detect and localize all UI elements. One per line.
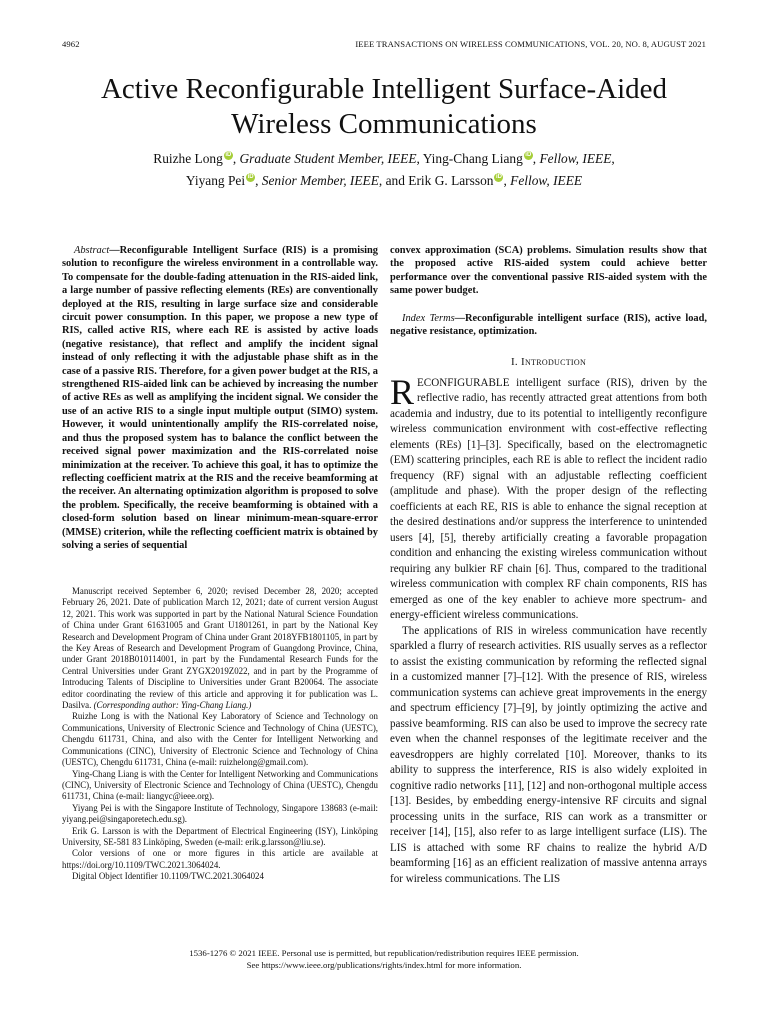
section-heading: I. Introduction [510,356,587,369]
footnote-affiliation: Erik G. Larsson is with the Department of Electrical Engineering (ISY), Linköping University, SE-581 83 Linköping, Sweden (e-mail: erik.g.larsson@liu.se). [62,825,378,847]
left-column [62,244,378,552]
orcid-icon[interactable]: iD [495,174,502,180]
drop-cap: R [390,371,415,412]
index-terms-text: Reconfigurable intelligent surface (RIS), active load, negative resistance, optimization. [390,312,707,338]
author-name: Ying-Chang Liang [422,151,523,166]
copyright-line: 1536-1276 © 2021 IEEE. Personal use is permitted, but republication/redistribution requires IEEE permission. [189,948,579,958]
orcid-icon[interactable]: iD [225,152,232,158]
author-line-2: Yiyang Pei iD , Senior Member, IEEE, and Erik G. Larsson iD , Fellow, IEEE [185,173,583,188]
abstract-continued: convex approximation (SCA) problems. Simulation results show that the proposed active RIS-aided system could achieve better performance over the conventional passive RIS-aided system with the same power budget. [390,245,707,297]
author-role: Graduate Student Member, IEEE [239,151,417,166]
footnote-affiliation: Yiyang Pei is with the Singapore Institute of Technology, Singapore 138683 (e-mail: yiyang.pei@singaporetech.edu.sg). [62,802,378,825]
author-name: Ruizhe Long [153,151,223,166]
title-line-2: Wireless Communications [231,108,537,140]
author-line-1: Ruizhe Long iD , Graduate Student Member, IEEE, Ying-Chang Liang iD , Fellow, IEEE, [153,151,615,166]
footnote-color[interactable]: Color versions of one or more figures in this article are available at https://doi.org/10.1109/TWC.2021.3064024. [62,848,378,870]
author-name: Erik G. Larsson [408,173,494,188]
index-terms-label: Index Terms [402,312,455,324]
author-name: Yiyang Pei [185,173,246,188]
abstract-label: Abstract [74,245,110,256]
intro-paragraph-2: The applications of RIS in wireless communication have recently sparkled a flurry of research activities. RIS usually serves as a reflector to assist the existing communication by reforming the reflected signal in a customized manner [7]–[12]. With the presence of RIS, wireless communication systems can achieve great improvements in the energy and spectrum efficiency [7]–[9], by jointly optimizing the active and passive beamforming. RIS can also be used to improve the secrecy rate even when the channel responses of the legitimate receiver and the eavesdroppers are highly correlated [10]. Moreover, thanks to its ability to suppress the interference, RIS is also widely exploited in cognitive radio networks [11], [12] and non-orthogonal multiple access [13]. Besides, by embedding energy-intensive RF circuits and signal processing units in the surface, RIS can work as a transmitter or receiver [14], [15], also refer to as large intelligent surface (LIS). The LIS is attached with some RF chains to realize the hybrid A/D beamforming [16] as an efficient realization of massive antenna arrays for wireless communications. The LIS [390,624,707,885]
author-role: Fellow, IEEE [539,151,612,166]
footnote-manuscript: Manuscript received September 6, 2020; revised December 28, 2020; accepted February 26, 2021. Date of publication March 12, 2021; date of current version August 12, 2021. This work was supported in part by the National Natural Science Foundation of China under Grant 61631005 and Grant U1801261, in part by the National Key Research and Development Program of China under Grant 2018YFB1801105, in part by the Key Areas of Research and Development Program of Guangdong Province, China, under Grant 2018B010114001, in part by the Fundamental Research Funds for the Central Universities under Grant ZYGX2019Z022, and in part by the Programme of Introducing Talents of Discipline to Universities under Grant B20064. The associate editor coordinating the review of this article and approving it for publication was L. Dasilva. (Corresponding author: Ying-Chang Liang.) [62,586,378,711]
intro-paragraph-1: RECONFIGURABLE intelligent surface (RIS), driven by the reflective radio, has recently attracted great attentions from both academia and industry, due to its potential to intelligently reconfigure wireless communication environment with cost-effective reflecting elements (REs) [1]–[3]. Specifically, based on the electromagnetic (EM) scattering principles, each RE is able to reflect the incident radio frequency (RF) signal with an adjustable reflecting coefficient (amplitude and phase). With the proper design of the reflecting coefficients at each RE, RIS is able to enhance the signal reception at the desired destinations and/or suppress the interference to unintended users [4], [5], thereby artificially creating a favorable propagation condition and enhancing the existing wireless communication without requiring any bulkier RF chain [6]. Thus, compared to the traditional wireless communication with complex RF chain components, RIS has emerged as one of the key enabler to achieve more spectrum- and energy-efficient wireless communications. [390,371,707,622]
rights-link[interactable]: See https://www.ieee.org/publications/rights/index.html for more information. [246,960,522,970]
abstract: Abstract—Reconfigurable Intelligent Surface (RIS) is a promising solution to reconfigure the wireless environment in a controllable way. To compensate for the double-fading attenuation in the RIS-aided link, a large number of passive reflecting elements (REs) are conventionally deployed at the RIS, resulting in large surface size and considerable circuit power consumption. In this paper, we propose a new type of RIS, called active RIS, where each RE is assisted by active loads (negative resistance), that reflect and amplify the incident signal instead of only reflecting it with the adjustable phase shift as in the case of a passive RIS. Therefore, for a given power budget at the RIS, a strengthened RIS-aided link can be achieved by increasing the number of active REs as well as amplifying the incident signal. We consider the use of an active RIS to a single input multiple output (SIMO) system. However, it would unintentionally amplify the RIS-correlated noise, and thus the proposed system has to balance the conflict between the received signal power maximization and the RIS-correlated noise minimization at the receiver. To achieve this goal, it has to optimize the reflecting coefficient matrix at the RIS and the receive beamforming at the receiver. An alternating optimization algorithm is proposed to solve the problem. Specifically, the receive beamforming is obtained with a closed-form solution based on linear minimum-mean-square-error (MMSE) criterion, while the reflecting coefficient matrix is obtained by solving a series of sequential [62,245,378,551]
author-list [40,148,728,192]
page-number: 4962 [62,39,80,49]
corresponding-author: (Corresponding author: Ying-Chang Liang.) [93,700,252,711]
abstract-text: Reconfigurable Intelligent Surface (RIS) is a promising solution to reconfigure the wireless environment in a controllable way. To compensate for the double-fading attenuation in the RIS-aided link, a large number of passive reflecting elements (REs) are conventionally deployed at the RIS, resulting in large surface size and considerable circuit power consumption. In this paper, we propose a new type of RIS, called active RIS, where each RE is assisted by active loads (negative resistance), that reflect and amplify the incident signal instead of only reflecting it with the adjustable phase shift as in the case of a passive RIS. Therefore, for a given power budget at the RIS, a strengthened RIS-aided link can be achieved by increasing the number of active REs as well as amplifying the incident signal. We consider the use of an active RIS to a single input multiple output (SIMO) system. However, it would unintentionally amplify the RIS-correlated noise, and thus the proposed system has to balance the conflict between the received signal power maximization and the RIS-correlated noise minimization at the receiver. To achieve this goal, it has to optimize the reflecting coefficient matrix at the RIS and the receive beamforming at the receiver. An alternating optimization algorithm is proposed to solve the problem. Specifically, the receive beamforming is obtained with a closed-form solution based on linear minimum-mean-square-error (MMSE) criterion, while the reflecting coefficient matrix is obtained by solving a series of sequential [62,245,378,551]
footnote-affiliation: Ruizhe Long is with the National Key Laboratory of Science and Technology on Communications, University of Electronic Science and Technology of China (UESTC), Chengdu 611731, China, and also with the Center for Intelligent Networking and Communications (CINC), University of Electronic Science and Technology of China (UESTC), Chengdu 611731, China (e-mail: ruizhelong@gmail.com). [62,711,378,768]
orcid-icon[interactable]: iD [247,174,254,180]
paper-title [40,72,728,142]
footnote-doi: Digital Object Identifier 10.1109/TWC.2021.3064024 [72,871,264,882]
author-role: Senior Member, IEEE [261,173,379,188]
copyright-footer [62,947,706,971]
footnotes [62,586,378,883]
footnote-affiliation: Ying-Chang Liang is with the Center for Intelligent Networking and Communications (CINC), University of Electronic Science and Technology of China (UESTC), Chengdu 611731, China (e-mail: liangyc@ieee.org). [62,768,378,802]
author-role: Fellow, IEEE [510,173,583,188]
journal-header: IEEE TRANSACTIONS ON WIRELESS COMMUNICATIONS, VOL. 20, NO. 8, AUGUST 2021 [355,39,706,49]
title-line-1: Active Reconfigurable Intelligent Surface-Aided [100,73,668,105]
index-terms: Index Terms—Reconfigurable intelligent surface (RIS), active load, negative resistance, optimization. [390,312,707,338]
orcid-icon[interactable]: iD [525,152,532,158]
right-column [390,244,707,887]
